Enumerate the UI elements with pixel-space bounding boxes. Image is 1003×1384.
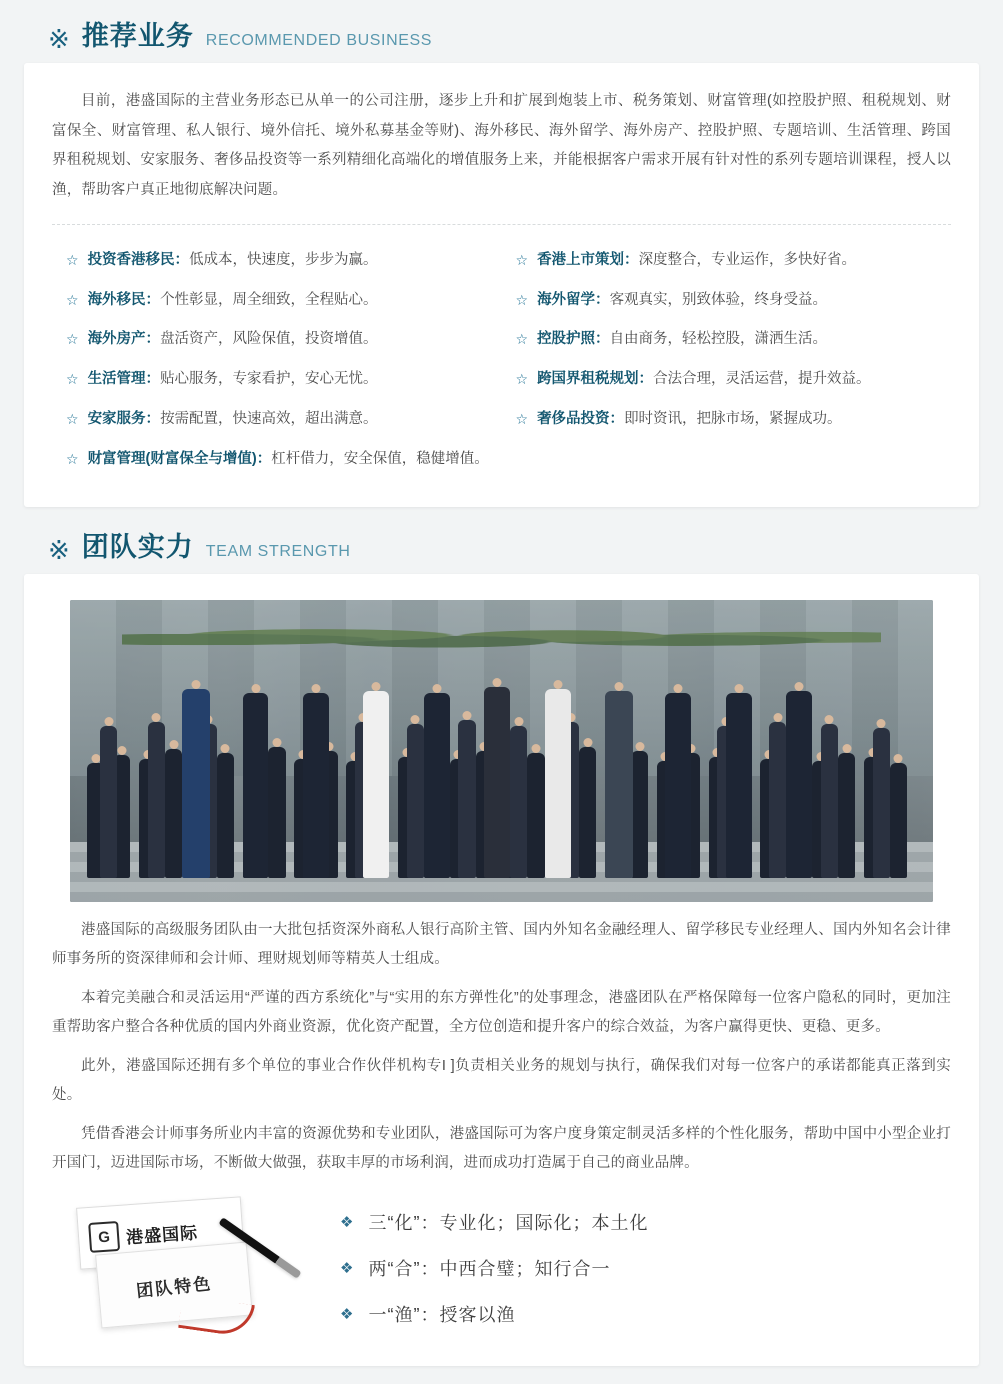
team-feature-block xyxy=(52,1196,951,1336)
service-title: 海外移民： xyxy=(87,291,161,308)
star-icon: ☆ xyxy=(66,331,79,348)
section-title-en-team: TEAM STRENGTH xyxy=(205,543,351,561)
service-desc: 即时资讯，把脉市场，紧握成功。 xyxy=(624,410,842,427)
service-title: 海外留学： xyxy=(537,291,610,308)
section-title-en-business: RECOMMENDED BUSINESS xyxy=(205,32,433,49)
list-item[interactable] xyxy=(52,281,502,321)
list-item[interactable] xyxy=(502,281,952,321)
sparkle-icon: ※ xyxy=(48,535,70,566)
business-card xyxy=(24,63,979,507)
feature-sheet-label: 团队特色 xyxy=(135,1273,213,1301)
team-paragraph: 本着完美融合和灵活运用“严谨的西方系统化”与“实用的东方弹性化”的处事理念，港盛团队在严格保障每一位客户隐私的同时，更加注重帮助客户整合各种优质的国内外商业资源，优化资产配置，全方位创造和提升客户的综合效益，为客户赢得更快、更稳、更多。 xyxy=(52,990,951,1036)
team-paragraph: 港盛国际的高级服务团队由一大批包括资深外商私人银行高阶主管、国内外知名金融经理人、留学移民专业经理人、国内外知名会计律师事务所的资深律师和会计师、理财规划师等精英人士组成。 xyxy=(52,922,951,968)
list-item[interactable] xyxy=(502,400,952,440)
service-desc: 按需配置，快速高效，超出满意。 xyxy=(160,410,378,427)
star-icon: ☆ xyxy=(66,450,79,467)
star-icon: ☆ xyxy=(515,251,529,268)
service-text xyxy=(88,449,489,471)
service-desc: 贴心服务，专家看护，安心无忧。 xyxy=(160,371,378,388)
envelope-illustration xyxy=(60,1196,310,1336)
list-item xyxy=(340,1255,648,1281)
list-item[interactable] xyxy=(502,360,952,400)
service-text xyxy=(537,409,842,431)
service-text xyxy=(88,369,378,391)
team-photo-wrapper xyxy=(52,600,951,902)
list-item[interactable] xyxy=(52,360,502,400)
list-item[interactable] xyxy=(502,241,952,281)
star-icon: ☆ xyxy=(515,371,529,388)
service-text xyxy=(88,329,378,351)
service-title: 控股护照： xyxy=(537,331,610,348)
feature-text: 一“渔”：授客以渔 xyxy=(368,1305,516,1326)
service-text xyxy=(537,369,871,391)
company-logo-icon: G xyxy=(88,1221,120,1253)
service-desc: 杠杆借力，安全保值，稳健增值。 xyxy=(271,450,489,467)
diamond-bullet-icon: ❖ xyxy=(340,1306,355,1324)
list-item[interactable] xyxy=(52,400,502,440)
diamond-bullet-icon: ❖ xyxy=(340,1214,355,1232)
service-text xyxy=(88,250,378,272)
sparkle-icon: ※ xyxy=(48,24,70,54)
service-desc: 客观真实，别致体验，终身受益。 xyxy=(609,291,828,308)
photo-crowd xyxy=(70,673,933,878)
service-text xyxy=(537,329,827,351)
section-heading-business xyxy=(24,0,979,63)
service-desc: 自由商务，轻松控股，潇洒生活。 xyxy=(609,331,828,348)
diamond-bullet-icon: ❖ xyxy=(340,1260,355,1278)
team-group-photo xyxy=(70,600,933,902)
feature-list xyxy=(340,1205,648,1327)
list-item xyxy=(340,1209,648,1235)
star-icon: ☆ xyxy=(66,371,79,388)
service-title: 投资香港移民： xyxy=(87,251,190,268)
service-title: 奢侈品投资： xyxy=(537,410,625,427)
service-text xyxy=(88,290,378,312)
team-card xyxy=(24,574,979,1366)
star-icon: ☆ xyxy=(515,410,529,427)
star-icon: ☆ xyxy=(66,291,79,308)
service-title: 跨国界租税规划： xyxy=(537,371,654,388)
section-title-cn-team: 团队实力 xyxy=(81,532,194,563)
service-desc: 深度整合，专业运作，多快好省。 xyxy=(638,251,857,268)
service-desc: 合法合理，灵活运营，提升效益。 xyxy=(653,371,871,388)
photo-greenery xyxy=(122,618,881,660)
star-icon: ☆ xyxy=(66,410,79,427)
service-text xyxy=(537,250,856,272)
star-icon: ☆ xyxy=(66,251,79,268)
team-paragraph: 凭借香港会计师事务所业内丰富的资源优势和专业团队，港盛国际可为客户度身策定制灵活多样的个性化服务，帮助中国中小型企业打开国门，迈进国际市场，不断做大做强，获取丰厚的市场利润，进而成功打造属于自己的商业品牌。 xyxy=(52,1126,951,1172)
list-item[interactable] xyxy=(52,241,502,281)
service-title: 安家服务： xyxy=(87,410,161,427)
service-desc: 盘活资产，风险保值，投资增值。 xyxy=(160,331,378,348)
section-heading-team xyxy=(24,511,979,574)
service-text xyxy=(88,409,378,431)
list-item[interactable] xyxy=(52,440,951,480)
star-icon: ☆ xyxy=(515,331,529,348)
company-brand-name: 港盛国际 xyxy=(125,1223,199,1248)
service-title: 海外房产： xyxy=(87,331,161,348)
service-text xyxy=(537,290,827,312)
service-list xyxy=(52,241,951,480)
list-item xyxy=(340,1301,648,1327)
service-title: 生活管理： xyxy=(87,371,161,388)
service-desc: 低成本，快速度，步步为赢。 xyxy=(189,251,378,268)
service-desc: 个性彰显，周全细致，全程贴心。 xyxy=(160,291,378,308)
service-title: 香港上市策划： xyxy=(537,251,639,268)
team-paragraph: 此外，港盛国际还拥有多个单位的事业合作伙伴机构专I ]负责相关业务的规划与执行，确保我们对每一位客户的承诺都能真正落到实处。 xyxy=(52,1058,951,1104)
service-title: 财富管理(财富保全与增值)： xyxy=(87,450,272,467)
feature-text: 两“合”：中西合璧；知行合一 xyxy=(368,1259,611,1280)
list-item[interactable] xyxy=(502,320,952,360)
star-icon: ☆ xyxy=(515,291,529,308)
feature-text: 三“化”：专业化；国际化；本土化 xyxy=(368,1213,649,1234)
list-item[interactable] xyxy=(52,320,502,360)
section-title-cn-business: 推荐业务 xyxy=(81,21,194,51)
dashed-divider xyxy=(52,224,951,225)
business-intro-paragraph: 目前，港盛国际的主营业务形态已从单一的公司注册，逐步上升和扩展到炮装上市、税务策划、财富管理(如控股护照、租税规划、财富保全、财富管理、私人银行、境外信托、境外私募基金等财)、海外移民、海外留学、海外房产、控股护照、专题培训、生活管理、跨国界租税规划、安家服务、奢侈品投资等一系列精细化高端化的增值服务上来，并能根据客户需求开展有针对性的系列专题培训课程，授人以渔，帮助客户真正地彻底解决问题。 xyxy=(52,93,951,199)
